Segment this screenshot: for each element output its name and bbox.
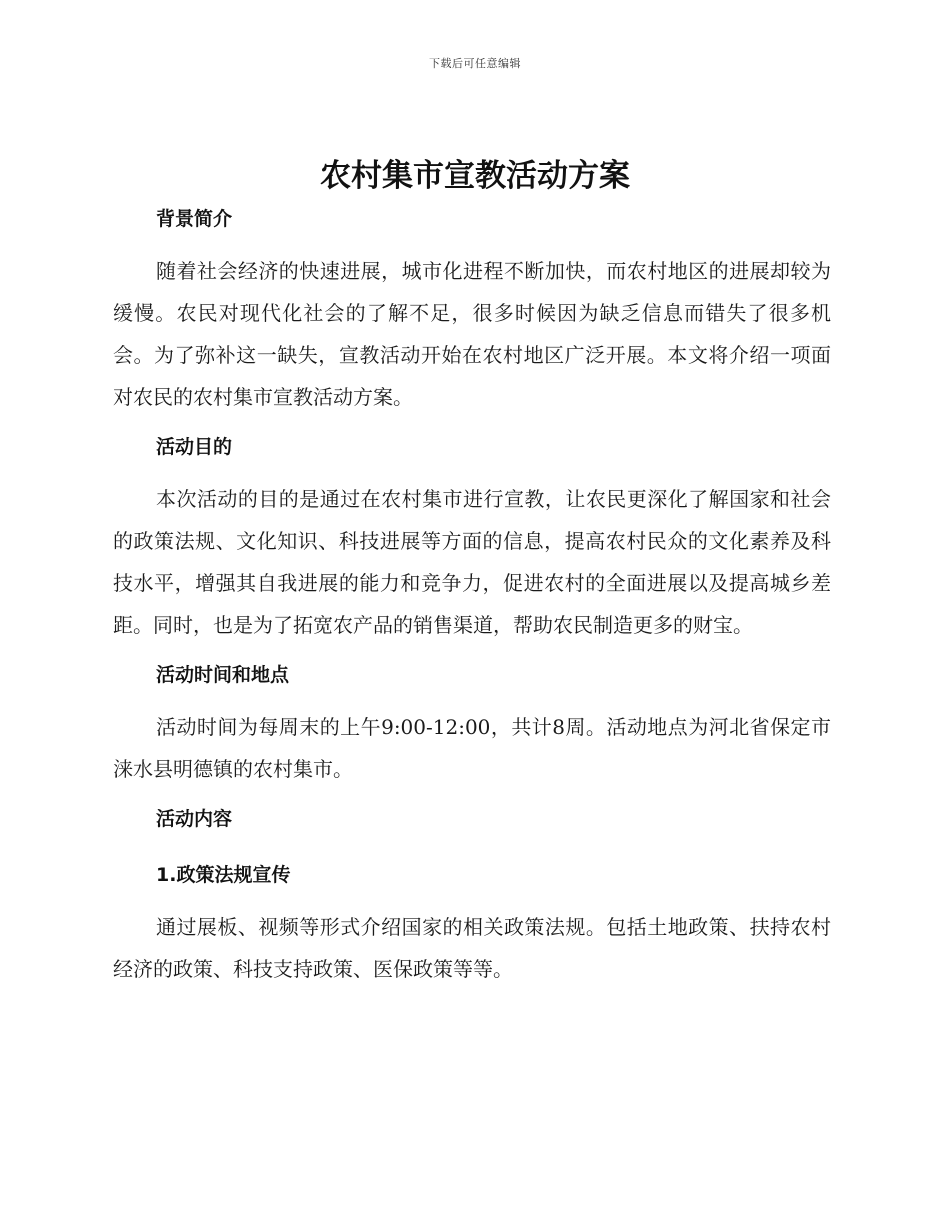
- section-heading-content: 活动内容: [156, 808, 233, 830]
- section-heading-background: 背景简介: [156, 208, 233, 230]
- section-heading-policy: 1.政策法规宣传: [156, 864, 291, 886]
- document-title: 农村集市宣教活动方案: [320, 158, 630, 194]
- section-paragraph-purpose: 本次活动的目的是通过在农村集市进行宣教，让农民更深化了解国家和社会的政策法规、文化知识、科技进展等方面的信息，提高农村民众的文化素养及科技水平，增强其自我进展的能力和竞争力，促进农村的全面进展以及提高城乡差距。同时，也是为了拓宽农产品的销售渠道，帮助农民制造更多的财宝。: [113, 487, 831, 637]
- section-paragraph-background: 随着社会经济的快速进展，城市化进程不断加快，而农村地区的进展却较为缓慢。农民对现代化社会的了解不足，很多时候因为缺乏信息而错失了很多机会。为了弥补这一缺失，宣教活动开始在农村地区广泛开展。本文将介绍一项面对农民的农村集市宣教活动方案。: [113, 259, 831, 409]
- header-note: 下载后可任意编辑: [429, 57, 521, 70]
- section-heading-time-place: 活动时间和地点: [156, 664, 290, 686]
- section-paragraph-time-place: 活动时间为每周末的上午9:00-12:00，共计8周。活动地点为河北省保定市涞水县明德镇的农村集市。: [113, 715, 831, 781]
- document-body: [113, 204, 831, 990]
- section-heading-purpose: 活动目的: [156, 436, 233, 458]
- section-paragraph-policy: 通过展板、视频等形式介绍国家的相关政策法规。包括土地政策、扶持农村经济的政策、科技支持政策、医保政策等等。: [113, 915, 831, 981]
